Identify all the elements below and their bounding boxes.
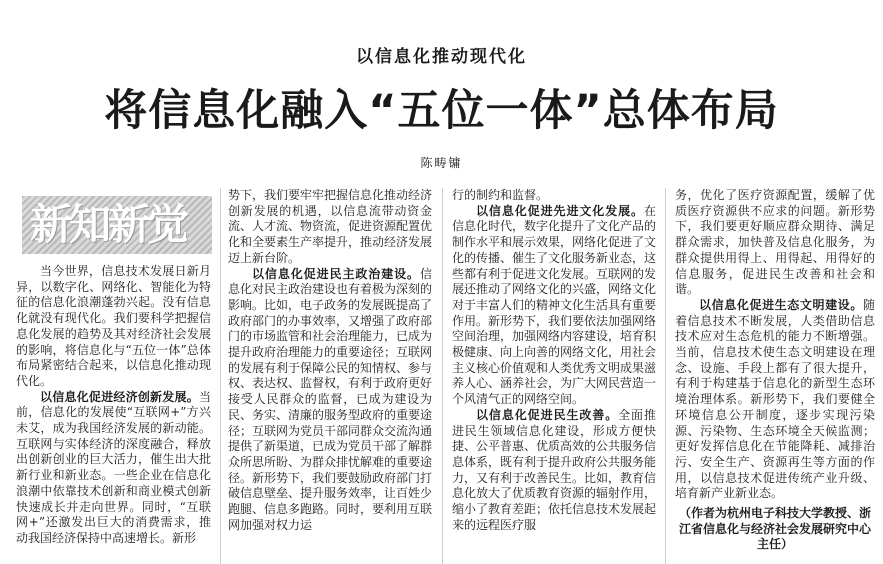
paragraph-text: 全面推进民生领域信息化建设，形成方便快捷、公平普惠、优质高效的公共服务信息体系，既有利于提升政府公共服务能力，又有利于改善民生。比如，教育信息化放大了优质教育资源的辐射作用，缩小了教育差距；依托信息技术发展起来的远程医疗服 (452, 407, 656, 532)
article-column-1 (16, 188, 211, 564)
section-heading: 以信息化促进先进文化发展。 (476, 203, 644, 218)
paragraph-text: 信息化对民主政治建设也有着极为深刻的影响。比如，电子政务的发展既提高了政府部门的办事效率，又增强了政府部门的市场监管和社会治理能力，已成为提升政府治理能力的重要途径；互联网的发展有利于保障公民的知情权、参与权、表达权、监督权，有利于政府更好接受人民群众的监督，已成为建设为民、务实、清廉的服务型政府的重要途径；互联网为党员干部同群众交流沟通提供了新渠道，已成为党员干部了解群众所思所盼、为群众排忧解难的重要途径。新形势下，我们要鼓励政府部门打破信息壁垒、提升服务效率，让百姓少跑腿、信息多跑路。同时，要利用互联网加强对权力运 (228, 266, 432, 532)
paragraph: 当今世界，信息技术发展日新月异，以数字化、网络化、智能化为特征的信息化浪潮蓬勃兴起。没有信息化就没有现代化。我们要科学把握信息化发展的趋势及其对经济社会发展的影响，将信息化与“五位一体”总体布局紧密结合起来，以信息化推动现代化。 (16, 264, 211, 388)
column-logo-text: 新知新觉 (30, 200, 187, 249)
paragraph (16, 390, 211, 547)
column-divider (442, 188, 443, 564)
paragraph: 势下，我们要牢牢把握信息化推动经济创新发展的机遇，以信息流带动资金流、人才流、物资流，促进资源配置优化和全要素生产率提升，推动经济发展迈上新台阶。 (228, 188, 432, 265)
paragraph: 行的制约和监督。 (452, 188, 549, 202)
paragraph-text: 当前，信息化的发展使“互联网+”方兴未艾，成为我国经济发展的新动能。互联网与实体经济的深度融合，释放出创新创业的巨大活力，催生出大批新行业和新业态。一些企业在信息化浪潮中依靠技术创新和商业模式创新快速成长并走向世界。同时，“互联网+”还激发出巨大的消费需求，推动我国经济保持中高速增长。新形 (16, 389, 211, 545)
paragraph-text: 随着信息技术不断发展，人类借助信息技术应对生态危机的能力不断增强。当前，信息技术使生态文明建设在理念、设施、手段上都有了很大提升，有利于构建基于信息化的新型生态环境治理体系。新形势下，我们要健全环境信息公开制度，逐步实现污染源、污染物、生态环境全天候监测；更好发挥信息化在节能降耗、减排治污、安全生产、资源再生等方面的作用，以信息技术促进传统产业升级、培育新产业新业态。 (675, 297, 875, 501)
paragraph (675, 298, 875, 502)
paragraph (228, 267, 432, 534)
headline: 将信息化融入“五位一体”总体布局 (104, 86, 779, 136)
column-divider (220, 188, 221, 564)
article-column-3 (452, 188, 656, 564)
article-column-4 (675, 188, 875, 564)
author-note: （作者为杭州电子科技大学教授、浙江省信息化与经济社会发展研究中心主任） (678, 506, 871, 552)
column-divider (665, 188, 666, 564)
section-heading: 以信息化促进生态文明建设。 (699, 297, 863, 312)
section-heading: 以信息化促进经济创新发展。 (40, 389, 199, 404)
paragraph: 务，优化了医疗资源配置，缓解了优质医疗资源供不应求的问题。新形势下，我们要更好顺应群众期待、满足群众需求，加快普及信息化服务，为群众提供用得上、用得起、用得好的信息服务，促进民生改善和社会和谐。 (675, 188, 875, 297)
article-column-2 (228, 188, 432, 564)
section-heading: 以信息化促进民生改善。 (476, 407, 619, 422)
paragraph-text: 在信息化时代，数字化提升了文化产品的制作水平和展示效果，网络化促进了文化的传播、催生了文化服务新业态，这些都有利于促进文化发展。互联网的发展还推动了网络文化的兴盛，网络文化对于丰富人们的精神文化生活具有重要作用。新形势下，我们要依法加强网络空间治理，加强网络内容建设，培育积极健康、向上向善的网络文化，用社会主义核心价值观和人类优秀文明成果滋养人心、涵养社会，为广大网民营造一个风清气正的网络空间。 (452, 203, 656, 407)
author-byline: 陈畴镛 (420, 156, 463, 170)
paragraph (452, 408, 656, 534)
section-heading: 以信息化促进民主政治建设。 (252, 266, 420, 281)
kicker: 以信息化推动现代化 (356, 47, 527, 67)
paragraph (452, 204, 656, 408)
